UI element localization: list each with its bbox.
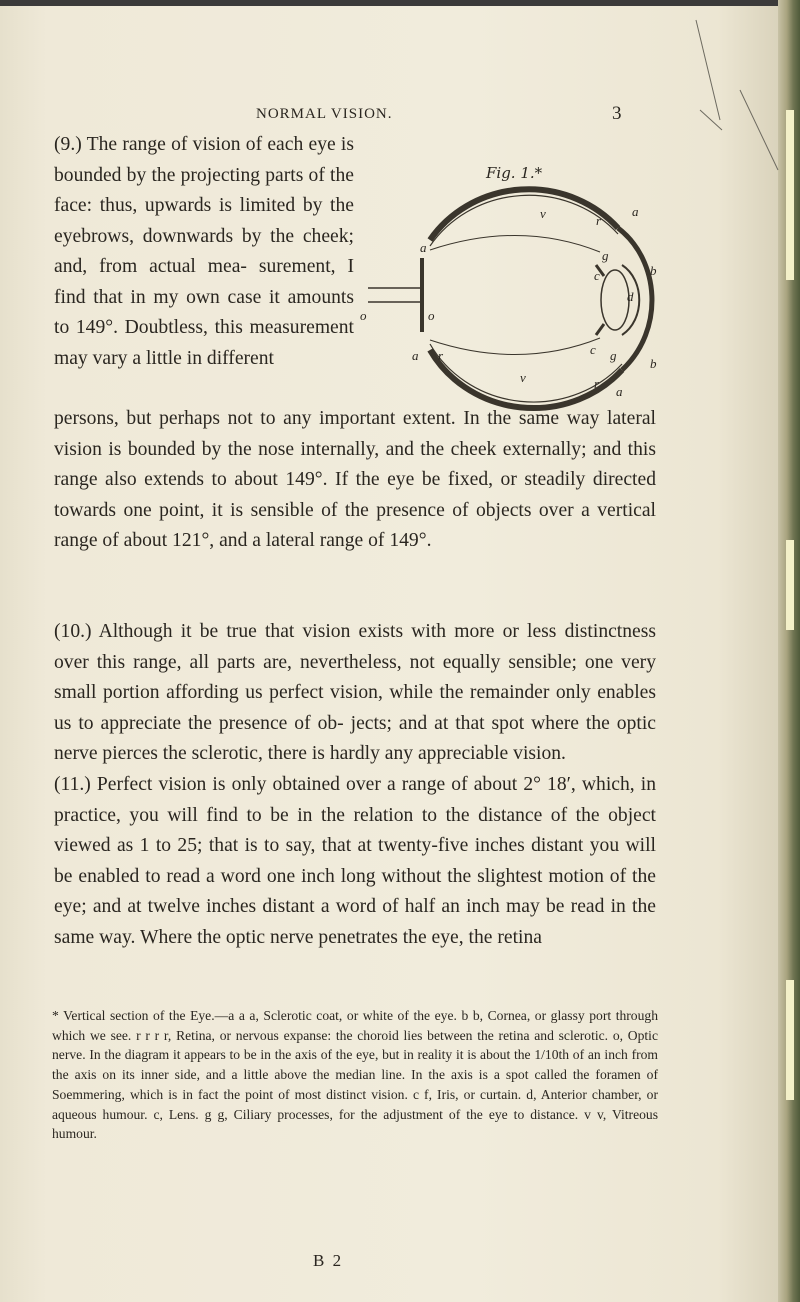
label-b: b bbox=[650, 263, 657, 278]
label-b: b bbox=[650, 356, 657, 371]
paragraph-9-continued: persons, but perhaps not to any important extent. In the same way lateral vision is bounded by the nose internally, and the cheek externally; and this range also extends to about 149°. If the eye be fixed, or steadily directed towards one point, it is sensible of the presence of objects over a vertical range of about 121°, and a lateral range of 149°. bbox=[54, 408, 656, 551]
running-head bbox=[0, 103, 760, 126]
edge-highlight bbox=[786, 540, 794, 630]
label-g: g bbox=[610, 348, 617, 363]
label-a: a bbox=[632, 204, 639, 219]
label-r: r bbox=[594, 376, 600, 391]
eye-section-diagram bbox=[360, 170, 660, 430]
book-edge bbox=[778, 0, 800, 1302]
paragraph-11: (11.) Perfect vision is only obtained over a range of about 2° 18′, which, in practice, you will find to be in the relation to the distance of the object viewed as 1 to 25; that is to say, that at twenty-five inches distant you will be enabled to read a word one inch long without the slightest motion of the eye; and at twelve inches distant a word of half an inch may be read in the same way. Where the optic nerve penetrates the eye, the retina bbox=[54, 774, 656, 948]
figure-footnote: * Vertical section of the Eye.—a a a, Sclerotic coat, or white of the eye. b b, Cornea, or glassy port through which we see. r r r r, Retina, or nervous expanse: the choroid lies between the retina and sclerotic. o, Optic nerve. In the diagram it appears to be in the axis of the eye, but in reality it is about the 1/10th of an inch from the axis on its inner side, and a little above the median line. In the axis is a spot called the foramen of Soemmering, which is in fact the point of most distinct vision. c f, Iris, or curtain. d, Anterior chamber, or aqueous humour. c, Lens. g g, Ciliary processes, for the adjustment of the eye to distance. v v, Vitreous humour. bbox=[52, 1008, 658, 1142]
label-o: o bbox=[360, 308, 367, 323]
label-a: a bbox=[412, 348, 419, 363]
paragraph-9-start: (9.) The range of vision of each eye is bounded by the projecting parts of the face: thus, upwards is limited by the eyebrows, downwards by the cheek; and, from actual mea- surement, I find that in my own case it amounts to 149°. Doubtless, this measurement may vary a little in different bbox=[54, 134, 354, 369]
label-v: v bbox=[520, 370, 526, 385]
label-v: v bbox=[540, 206, 546, 221]
label-o: o bbox=[428, 308, 435, 323]
label-c: c bbox=[590, 342, 596, 357]
label-g: g bbox=[602, 248, 609, 263]
label-r: r bbox=[438, 348, 444, 363]
signature-mark: B 2 bbox=[313, 1251, 344, 1270]
page-number: 3 bbox=[612, 103, 623, 124]
label-a: a bbox=[420, 240, 427, 255]
label-c: c bbox=[594, 268, 600, 283]
edge-pencil-lines bbox=[660, 0, 780, 400]
label-r: r bbox=[596, 213, 602, 228]
label-d: d bbox=[627, 289, 634, 304]
paragraph-10: (10.) Although it be true that vision exists with more or less distinctness over this range, all parts are, nevertheless, not equally sensible; one very small portion affording us perfect vision, while the remainder only enables us to appreciate the presence of ob- jects; and at that spot where the optic nerve pierces the sclerotic, there is hardly any appreciable vision. bbox=[54, 621, 656, 764]
label-a: a bbox=[616, 384, 623, 399]
running-title: NORMAL VISION. bbox=[256, 106, 393, 122]
figure-label: Fig. 1.* bbox=[486, 164, 543, 182]
edge-highlight bbox=[786, 110, 794, 280]
edge-highlight bbox=[786, 980, 794, 1100]
